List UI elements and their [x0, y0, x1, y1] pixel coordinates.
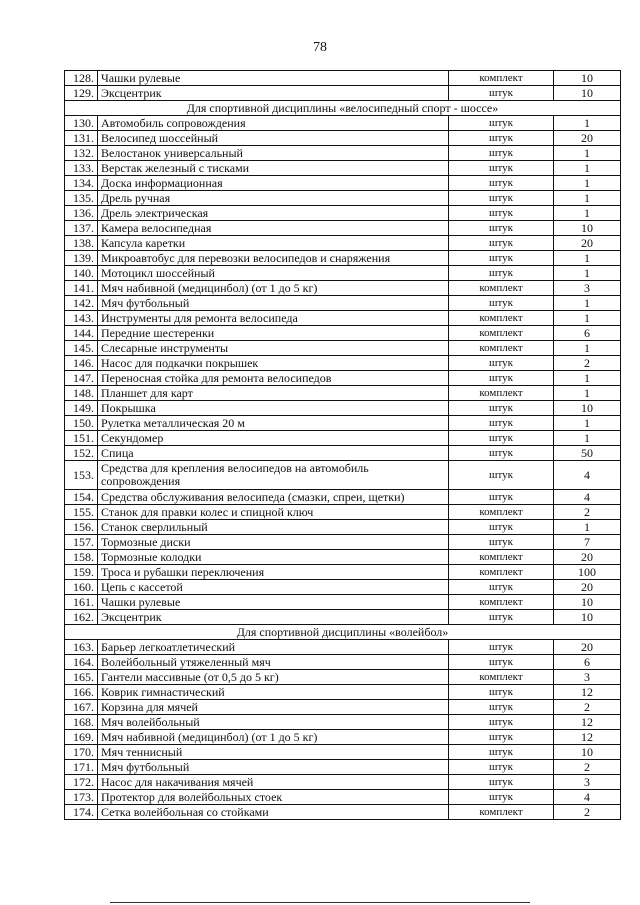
table-row	[65, 371, 621, 386]
item-name: Спица	[98, 446, 449, 461]
table-row	[65, 116, 621, 131]
table-row	[65, 580, 621, 595]
table-row	[65, 356, 621, 371]
table-row	[65, 131, 621, 146]
item-unit: штук	[449, 161, 554, 176]
item-quantity: 20	[554, 580, 621, 595]
item-name: Мяч набивной (медицинбол) (от 1 до 5 кг)	[98, 281, 449, 296]
item-name: Велостанок универсальный	[98, 146, 449, 161]
item-unit: штук	[449, 655, 554, 670]
item-name: Эксцентрик	[98, 610, 449, 625]
row-number: 153.	[65, 461, 98, 490]
table-row	[65, 191, 621, 206]
item-quantity: 1	[554, 520, 621, 535]
table-row	[65, 206, 621, 221]
item-quantity: 12	[554, 685, 621, 700]
item-unit: комплект	[449, 341, 554, 356]
row-number: 156.	[65, 520, 98, 535]
item-quantity: 2	[554, 760, 621, 775]
item-unit: штук	[449, 730, 554, 745]
item-name: Секундомер	[98, 431, 449, 446]
table-row	[65, 670, 621, 685]
item-name: Средства для крепления велосипедов на автомобиль сопровождения	[98, 461, 449, 490]
item-quantity: 1	[554, 416, 621, 431]
item-name: Насос для подкачки покрышек	[98, 356, 449, 371]
item-quantity: 7	[554, 535, 621, 550]
row-number: 160.	[65, 580, 98, 595]
table-row	[65, 221, 621, 236]
item-unit: штук	[449, 775, 554, 790]
table-row	[65, 416, 621, 431]
row-number: 171.	[65, 760, 98, 775]
row-number: 158.	[65, 550, 98, 565]
item-unit: комплект	[449, 670, 554, 685]
table-row	[65, 236, 621, 251]
item-quantity: 1	[554, 146, 621, 161]
table-row	[65, 520, 621, 535]
item-unit: штук	[449, 251, 554, 266]
item-quantity: 10	[554, 745, 621, 760]
item-name: Станок сверлильный	[98, 520, 449, 535]
item-name: Протектор для волейбольных стоек	[98, 790, 449, 805]
item-name: Станок для правки колес и спицной ключ	[98, 505, 449, 520]
item-quantity: 4	[554, 490, 621, 505]
item-name: Автомобиль сопровождения	[98, 116, 449, 131]
row-number: 131.	[65, 131, 98, 146]
row-number: 173.	[65, 790, 98, 805]
equipment-table	[64, 70, 621, 820]
row-number: 151.	[65, 431, 98, 446]
row-number: 139.	[65, 251, 98, 266]
item-name: Тормозные колодки	[98, 550, 449, 565]
item-quantity: 100	[554, 565, 621, 580]
item-quantity: 12	[554, 730, 621, 745]
item-name: Слесарные инструменты	[98, 341, 449, 356]
row-number: 162.	[65, 610, 98, 625]
item-quantity: 1	[554, 176, 621, 191]
item-unit: комплект	[449, 386, 554, 401]
table-row	[65, 535, 621, 550]
item-name: Велосипед шоссейный	[98, 131, 449, 146]
table-row	[65, 461, 621, 490]
item-quantity: 3	[554, 281, 621, 296]
table-row	[65, 595, 621, 610]
item-unit: штук	[449, 206, 554, 221]
item-name: Мяч футбольный	[98, 296, 449, 311]
item-name: Камера велосипедная	[98, 221, 449, 236]
item-unit: штук	[449, 745, 554, 760]
table-row	[65, 505, 621, 520]
table-row	[65, 490, 621, 505]
row-number: 129.	[65, 86, 98, 101]
table-row	[65, 565, 621, 580]
item-name: Насос для накачивания мячей	[98, 775, 449, 790]
item-quantity: 2	[554, 805, 621, 820]
row-number: 143.	[65, 311, 98, 326]
item-quantity: 10	[554, 221, 621, 236]
row-number: 146.	[65, 356, 98, 371]
item-unit: комплект	[449, 71, 554, 86]
table-row	[65, 610, 621, 625]
item-name: Мотоцикл шоссейный	[98, 266, 449, 281]
item-quantity: 20	[554, 131, 621, 146]
item-quantity: 10	[554, 86, 621, 101]
item-name: Инструменты для ремонта велосипеда	[98, 311, 449, 326]
item-unit: штук	[449, 146, 554, 161]
row-number: 169.	[65, 730, 98, 745]
bottom-scan-line	[110, 902, 530, 903]
item-unit: штук	[449, 700, 554, 715]
row-number: 165.	[65, 670, 98, 685]
item-name: Коврик гимнастический	[98, 685, 449, 700]
item-name: Планшет для карт	[98, 386, 449, 401]
table-row	[65, 730, 621, 745]
item-unit: комплект	[449, 550, 554, 565]
item-name: Средства обслуживания велосипеда (смазки, спреи, щетки)	[98, 490, 449, 505]
row-number: 141.	[65, 281, 98, 296]
row-number: 145.	[65, 341, 98, 356]
item-quantity: 20	[554, 550, 621, 565]
item-quantity: 10	[554, 610, 621, 625]
row-number: 161.	[65, 595, 98, 610]
item-name: Сетка волейбольная со стойками	[98, 805, 449, 820]
item-quantity: 1	[554, 191, 621, 206]
row-number: 174.	[65, 805, 98, 820]
row-number: 144.	[65, 326, 98, 341]
item-unit: штук	[449, 191, 554, 206]
item-unit: штук	[449, 760, 554, 775]
item-name: Дрель ручная	[98, 191, 449, 206]
table-row	[65, 745, 621, 760]
row-number: 168.	[65, 715, 98, 730]
item-quantity: 10	[554, 71, 621, 86]
row-number: 136.	[65, 206, 98, 221]
item-quantity: 20	[554, 640, 621, 655]
item-name: Троса и рубашки переключения	[98, 565, 449, 580]
item-unit: штук	[449, 221, 554, 236]
item-unit: комплект	[449, 311, 554, 326]
item-unit: штук	[449, 86, 554, 101]
item-name: Мяч футбольный	[98, 760, 449, 775]
item-name: Передние шестеренки	[98, 326, 449, 341]
row-number: 135.	[65, 191, 98, 206]
item-unit: штук	[449, 461, 554, 490]
item-name: Переносная стойка для ремонта велосипедов	[98, 371, 449, 386]
item-unit: штук	[449, 356, 554, 371]
item-name: Рулетка металлическая 20 м	[98, 416, 449, 431]
row-number: 130.	[65, 116, 98, 131]
row-number: 166.	[65, 685, 98, 700]
item-name: Дрель электрическая	[98, 206, 449, 221]
item-quantity: 1	[554, 161, 621, 176]
item-quantity: 1	[554, 296, 621, 311]
item-unit: комплект	[449, 595, 554, 610]
item-quantity: 10	[554, 595, 621, 610]
row-number: 155.	[65, 505, 98, 520]
item-unit: комплект	[449, 505, 554, 520]
table-row	[65, 386, 621, 401]
row-number: 164.	[65, 655, 98, 670]
table-row	[65, 790, 621, 805]
item-quantity: 1	[554, 206, 621, 221]
section-title: Для спортивной дисциплины «волейбол»	[65, 625, 621, 640]
item-unit: штук	[449, 296, 554, 311]
item-unit: штук	[449, 490, 554, 505]
table-row	[65, 401, 621, 416]
table-row	[65, 326, 621, 341]
table-row	[65, 640, 621, 655]
item-unit: штук	[449, 610, 554, 625]
item-quantity: 1	[554, 266, 621, 281]
table-body	[65, 71, 621, 820]
table-row	[65, 341, 621, 356]
table-row	[65, 71, 621, 86]
item-unit: комплект	[449, 565, 554, 580]
item-unit: штук	[449, 535, 554, 550]
table-row	[65, 805, 621, 820]
item-unit: штук	[449, 176, 554, 191]
item-name: Чашки рулевые	[98, 71, 449, 86]
item-quantity: 3	[554, 775, 621, 790]
item-unit: комплект	[449, 281, 554, 296]
item-quantity: 4	[554, 461, 621, 490]
table-row	[65, 266, 621, 281]
table-row	[65, 296, 621, 311]
item-quantity: 1	[554, 341, 621, 356]
item-unit: штук	[449, 131, 554, 146]
row-number: 152.	[65, 446, 98, 461]
item-name: Барьер легкоатлетический	[98, 640, 449, 655]
item-name: Покрышка	[98, 401, 449, 416]
table-row	[65, 700, 621, 715]
item-unit: комплект	[449, 326, 554, 341]
section-header-row	[65, 101, 621, 116]
table-row	[65, 161, 621, 176]
row-number: 167.	[65, 700, 98, 715]
row-number: 132.	[65, 146, 98, 161]
item-quantity: 12	[554, 715, 621, 730]
item-name: Гантели массивные (от 0,5 до 5 кг)	[98, 670, 449, 685]
row-number: 138.	[65, 236, 98, 251]
row-number: 148.	[65, 386, 98, 401]
row-number: 157.	[65, 535, 98, 550]
item-unit: штук	[449, 416, 554, 431]
table-row	[65, 431, 621, 446]
table-row	[65, 446, 621, 461]
table-row	[65, 715, 621, 730]
table-row	[65, 146, 621, 161]
section-title: Для спортивной дисциплины «велосипедный спорт - шоссе»	[65, 101, 621, 116]
item-quantity: 6	[554, 326, 621, 341]
item-unit: штук	[449, 371, 554, 386]
item-quantity: 50	[554, 446, 621, 461]
row-number: 159.	[65, 565, 98, 580]
row-number: 142.	[65, 296, 98, 311]
item-quantity: 2	[554, 700, 621, 715]
item-name: Цепь с кассетой	[98, 580, 449, 595]
item-quantity: 3	[554, 670, 621, 685]
item-unit: штук	[449, 446, 554, 461]
item-unit: штук	[449, 431, 554, 446]
table-row	[65, 775, 621, 790]
table-row	[65, 550, 621, 565]
item-name: Мяч теннисный	[98, 745, 449, 760]
table-row	[65, 251, 621, 266]
row-number: 147.	[65, 371, 98, 386]
table-row	[65, 685, 621, 700]
item-quantity: 1	[554, 116, 621, 131]
item-unit: штук	[449, 236, 554, 251]
row-number: 134.	[65, 176, 98, 191]
item-quantity: 4	[554, 790, 621, 805]
item-unit: штук	[449, 580, 554, 595]
row-number: 150.	[65, 416, 98, 431]
item-quantity: 6	[554, 655, 621, 670]
item-quantity: 2	[554, 505, 621, 520]
item-quantity: 1	[554, 311, 621, 326]
row-number: 133.	[65, 161, 98, 176]
item-name: Капсула каретки	[98, 236, 449, 251]
item-quantity: 2	[554, 356, 621, 371]
item-unit: штук	[449, 685, 554, 700]
table-row	[65, 176, 621, 191]
item-unit: штук	[449, 116, 554, 131]
row-number: 140.	[65, 266, 98, 281]
table-row	[65, 311, 621, 326]
item-unit: штук	[449, 640, 554, 655]
row-number: 154.	[65, 490, 98, 505]
item-unit: штук	[449, 520, 554, 535]
item-name: Волейбольный утяжеленный мяч	[98, 655, 449, 670]
item-quantity: 1	[554, 251, 621, 266]
item-name: Тормозные диски	[98, 535, 449, 550]
row-number: 170.	[65, 745, 98, 760]
item-unit: штук	[449, 266, 554, 281]
row-number: 149.	[65, 401, 98, 416]
section-header-row	[65, 625, 621, 640]
item-quantity: 1	[554, 371, 621, 386]
item-quantity: 10	[554, 401, 621, 416]
item-unit: штук	[449, 790, 554, 805]
item-unit: штук	[449, 715, 554, 730]
table-row	[65, 760, 621, 775]
item-quantity: 1	[554, 431, 621, 446]
item-name: Эксцентрик	[98, 86, 449, 101]
item-quantity: 1	[554, 386, 621, 401]
item-unit: комплект	[449, 805, 554, 820]
item-name: Мяч набивной (медицинбол) (от 1 до 5 кг)	[98, 730, 449, 745]
item-name: Мяч волейбольный	[98, 715, 449, 730]
row-number: 128.	[65, 71, 98, 86]
item-name: Микроавтобус для перевозки велосипедов и снаряжения	[98, 251, 449, 266]
table-row	[65, 281, 621, 296]
item-name: Чашки рулевые	[98, 595, 449, 610]
table-row	[65, 86, 621, 101]
item-name: Корзина для мячей	[98, 700, 449, 715]
table-row	[65, 655, 621, 670]
item-name: Доска информационная	[98, 176, 449, 191]
row-number: 137.	[65, 221, 98, 236]
item-quantity: 20	[554, 236, 621, 251]
item-unit: штук	[449, 401, 554, 416]
item-name: Верстак железный с тисками	[98, 161, 449, 176]
row-number: 172.	[65, 775, 98, 790]
row-number: 163.	[65, 640, 98, 655]
page-number: 78	[313, 40, 327, 55]
